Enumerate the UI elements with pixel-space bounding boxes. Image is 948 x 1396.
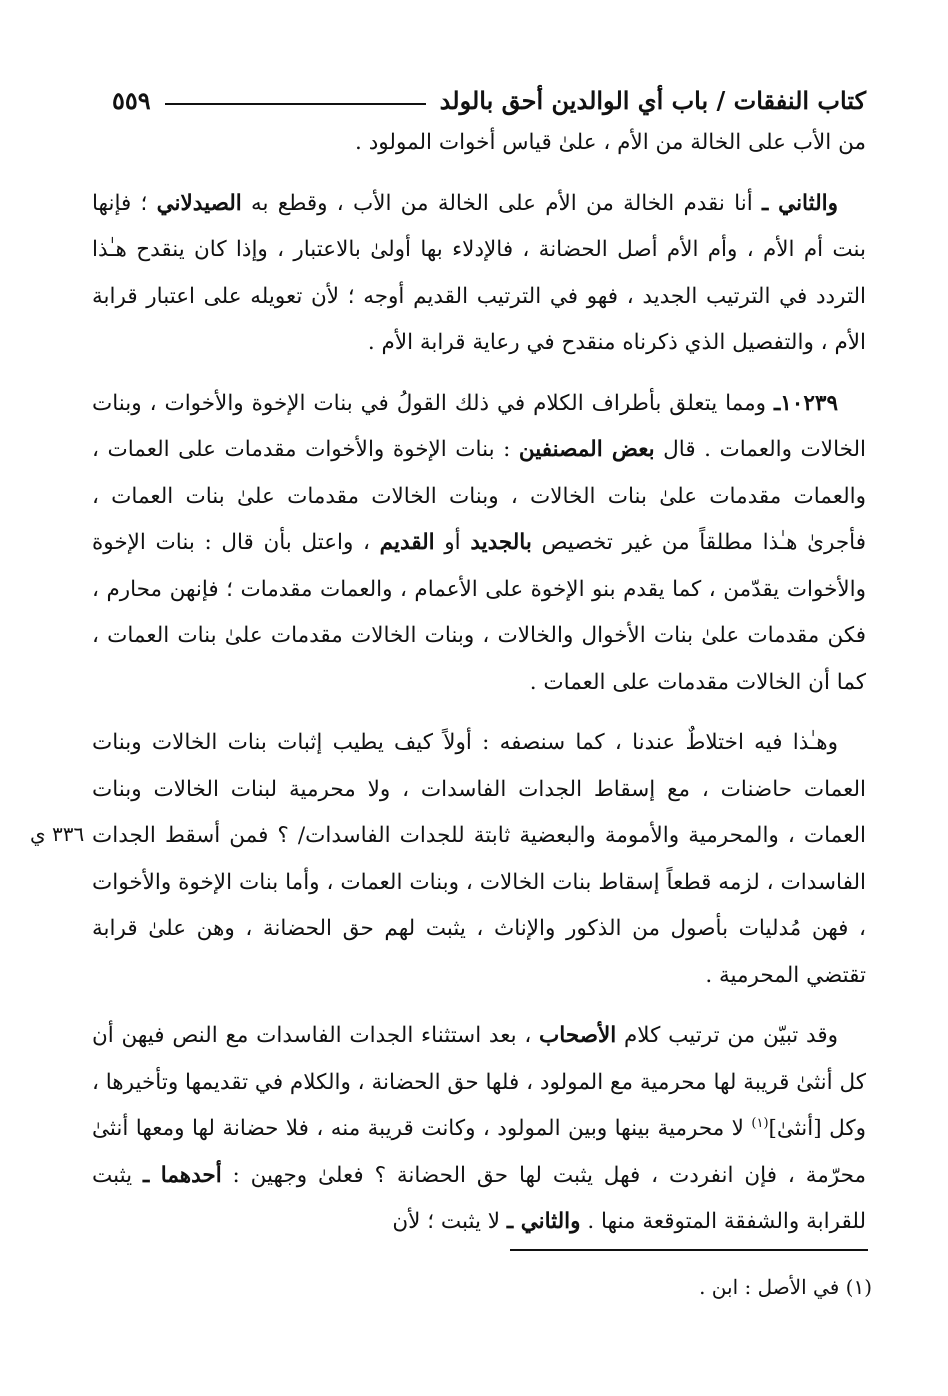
paragraph-text: أو	[434, 530, 471, 555]
paragraph-text: وقد تبيّن من ترتيب كلام	[616, 1023, 838, 1048]
paragraph-numbered	[92, 381, 866, 707]
footnote-reference: (١)	[751, 1115, 769, 1131]
bold-term: بالجديد	[470, 530, 532, 555]
main-text	[92, 120, 866, 1260]
bold-term: الصيدلاني	[156, 190, 242, 216]
paragraph-text: ، بعد استثناء الجدات الفاسدات مع النص فيهن أن كل أنثىٰ قريبة لها محرمية مع المولود ، فلها حق الحضانة ، والكلام في تقديمها وتأخيرها ، وكل [أنثىٰ]	[91, 1023, 866, 1141]
header-title: كتاب النفقات / باب أي الوالدين أحق بالولد	[439, 85, 866, 115]
running-header	[112, 78, 866, 122]
page-number: ٥٥٩	[112, 85, 151, 115]
bold-term: الأصحاب	[539, 1023, 617, 1048]
paragraph-text: وهـٰذا فيه اختلاطٌ عندنا ، كما سنصفه : أولاً كيف يطيب إثبات بنات الخالات وبنات العمات حاضنات ، مع إسقاط الجدات الفاسدات ، ولا محرمية لبنات الخالات وبنات العمات ، والمحرمية والأمومة والبعضية ثابتة للجدات الفاسدات/ ؟ فمن أسقط الجدات الفاسدات ، لزمه قطعاً إسقاط بنات الخالات ، وبنات العمات ، وأما بنات الإخوة والأخوات ، فهن مُدليات بأصول من الذكور والإناث ، يثبت لهم حق الحضانة ، وهن علىٰ قرابة تقتضي المحرمية .	[92, 730, 866, 988]
paragraph-text: لا يثبت ؛ لأن	[392, 1209, 507, 1234]
paragraph-text: ، واعتل بأن قال : بنات الإخوة والأخوات يقدّمن ، كما يقدم بنو الإخوة على الأعمام ، والعمات مقدمات ؛ فإنهن محارم ، فكن مقدمات علىٰ بنات الأخوال والخالات ، وبنات الخالات مقدمات علىٰ بنات العمات ، كما أن الخالات مقدمات على العمات .	[92, 530, 866, 695]
paragraph-number: ١٠٢٣٩ـ	[773, 390, 838, 416]
footnote: (١) في الأصل : ابن .	[699, 1275, 872, 1299]
paragraph-text: ؛ فإنها بنت أم الأم ، وأم الأم أصل الحضانة ، فالإدلاء بها أولىٰ بالاعتبار ، وإذا كان ينقدح هـٰذا التردد في الترتيب الجديد ، فهو في الترتيب القديم أوجه ؛ لأن تعويله على اعتبار قرابة الأم ، والتفصيل الذي ذكرناه منقدح في رعاية قرابة الأم .	[92, 190, 866, 355]
bold-term: والثاني ـ	[761, 190, 838, 216]
bold-term: والثاني ـ	[506, 1209, 581, 1234]
footnote-rule	[510, 1249, 868, 1251]
paragraph-conclusion	[92, 1013, 866, 1246]
bold-term: أحدهما ـ	[142, 1162, 222, 1188]
paragraph-text: : بنات الإخوة والأخوات مقدمات على العمات ، والعمات مقدمات علىٰ بنات الخالات ، وبنات الخالات مقدمات علىٰ بنات العمات ، فأجرىٰ هـٰذا مطلقاً من غير تخصيص	[92, 437, 866, 555]
paragraph-text: ومما يتعلق بأطراف الكلام في ذلك القولُ في بنات الإخوة والأخوات ، وبنات الخالات والعمات . قال	[92, 390, 867, 462]
paragraph-text: لا محرمية بينها وبين المولود ، وكانت قريبة منه ، فلا حضانة لها ومعها أنثىٰ محرّمة ، فإن انفردت ، فهل يثبت لها حق الحضانة ؟ فعلىٰ وجهين :	[92, 1116, 867, 1188]
paragraph-second-view	[92, 181, 866, 367]
header-rule	[165, 103, 426, 105]
paragraph-continuation	[92, 120, 866, 167]
paragraph-text: يثبت للقرابة والشفقة المتوقعة منها .	[92, 1162, 866, 1234]
paragraph-commentary	[92, 720, 866, 999]
paragraph-text: من الأب على الخالة من الأم ، علىٰ قياس أخوات المولود .	[355, 130, 866, 155]
manuscript-folio-note: ٣٣٦ ي	[30, 822, 85, 846]
bold-term: بعض المصنفين	[518, 437, 655, 462]
paragraph-text: أنا نقدم الخالة من الأم على الخالة من الأب ، وقطع به	[241, 190, 762, 216]
bold-term: القديم	[379, 530, 435, 555]
